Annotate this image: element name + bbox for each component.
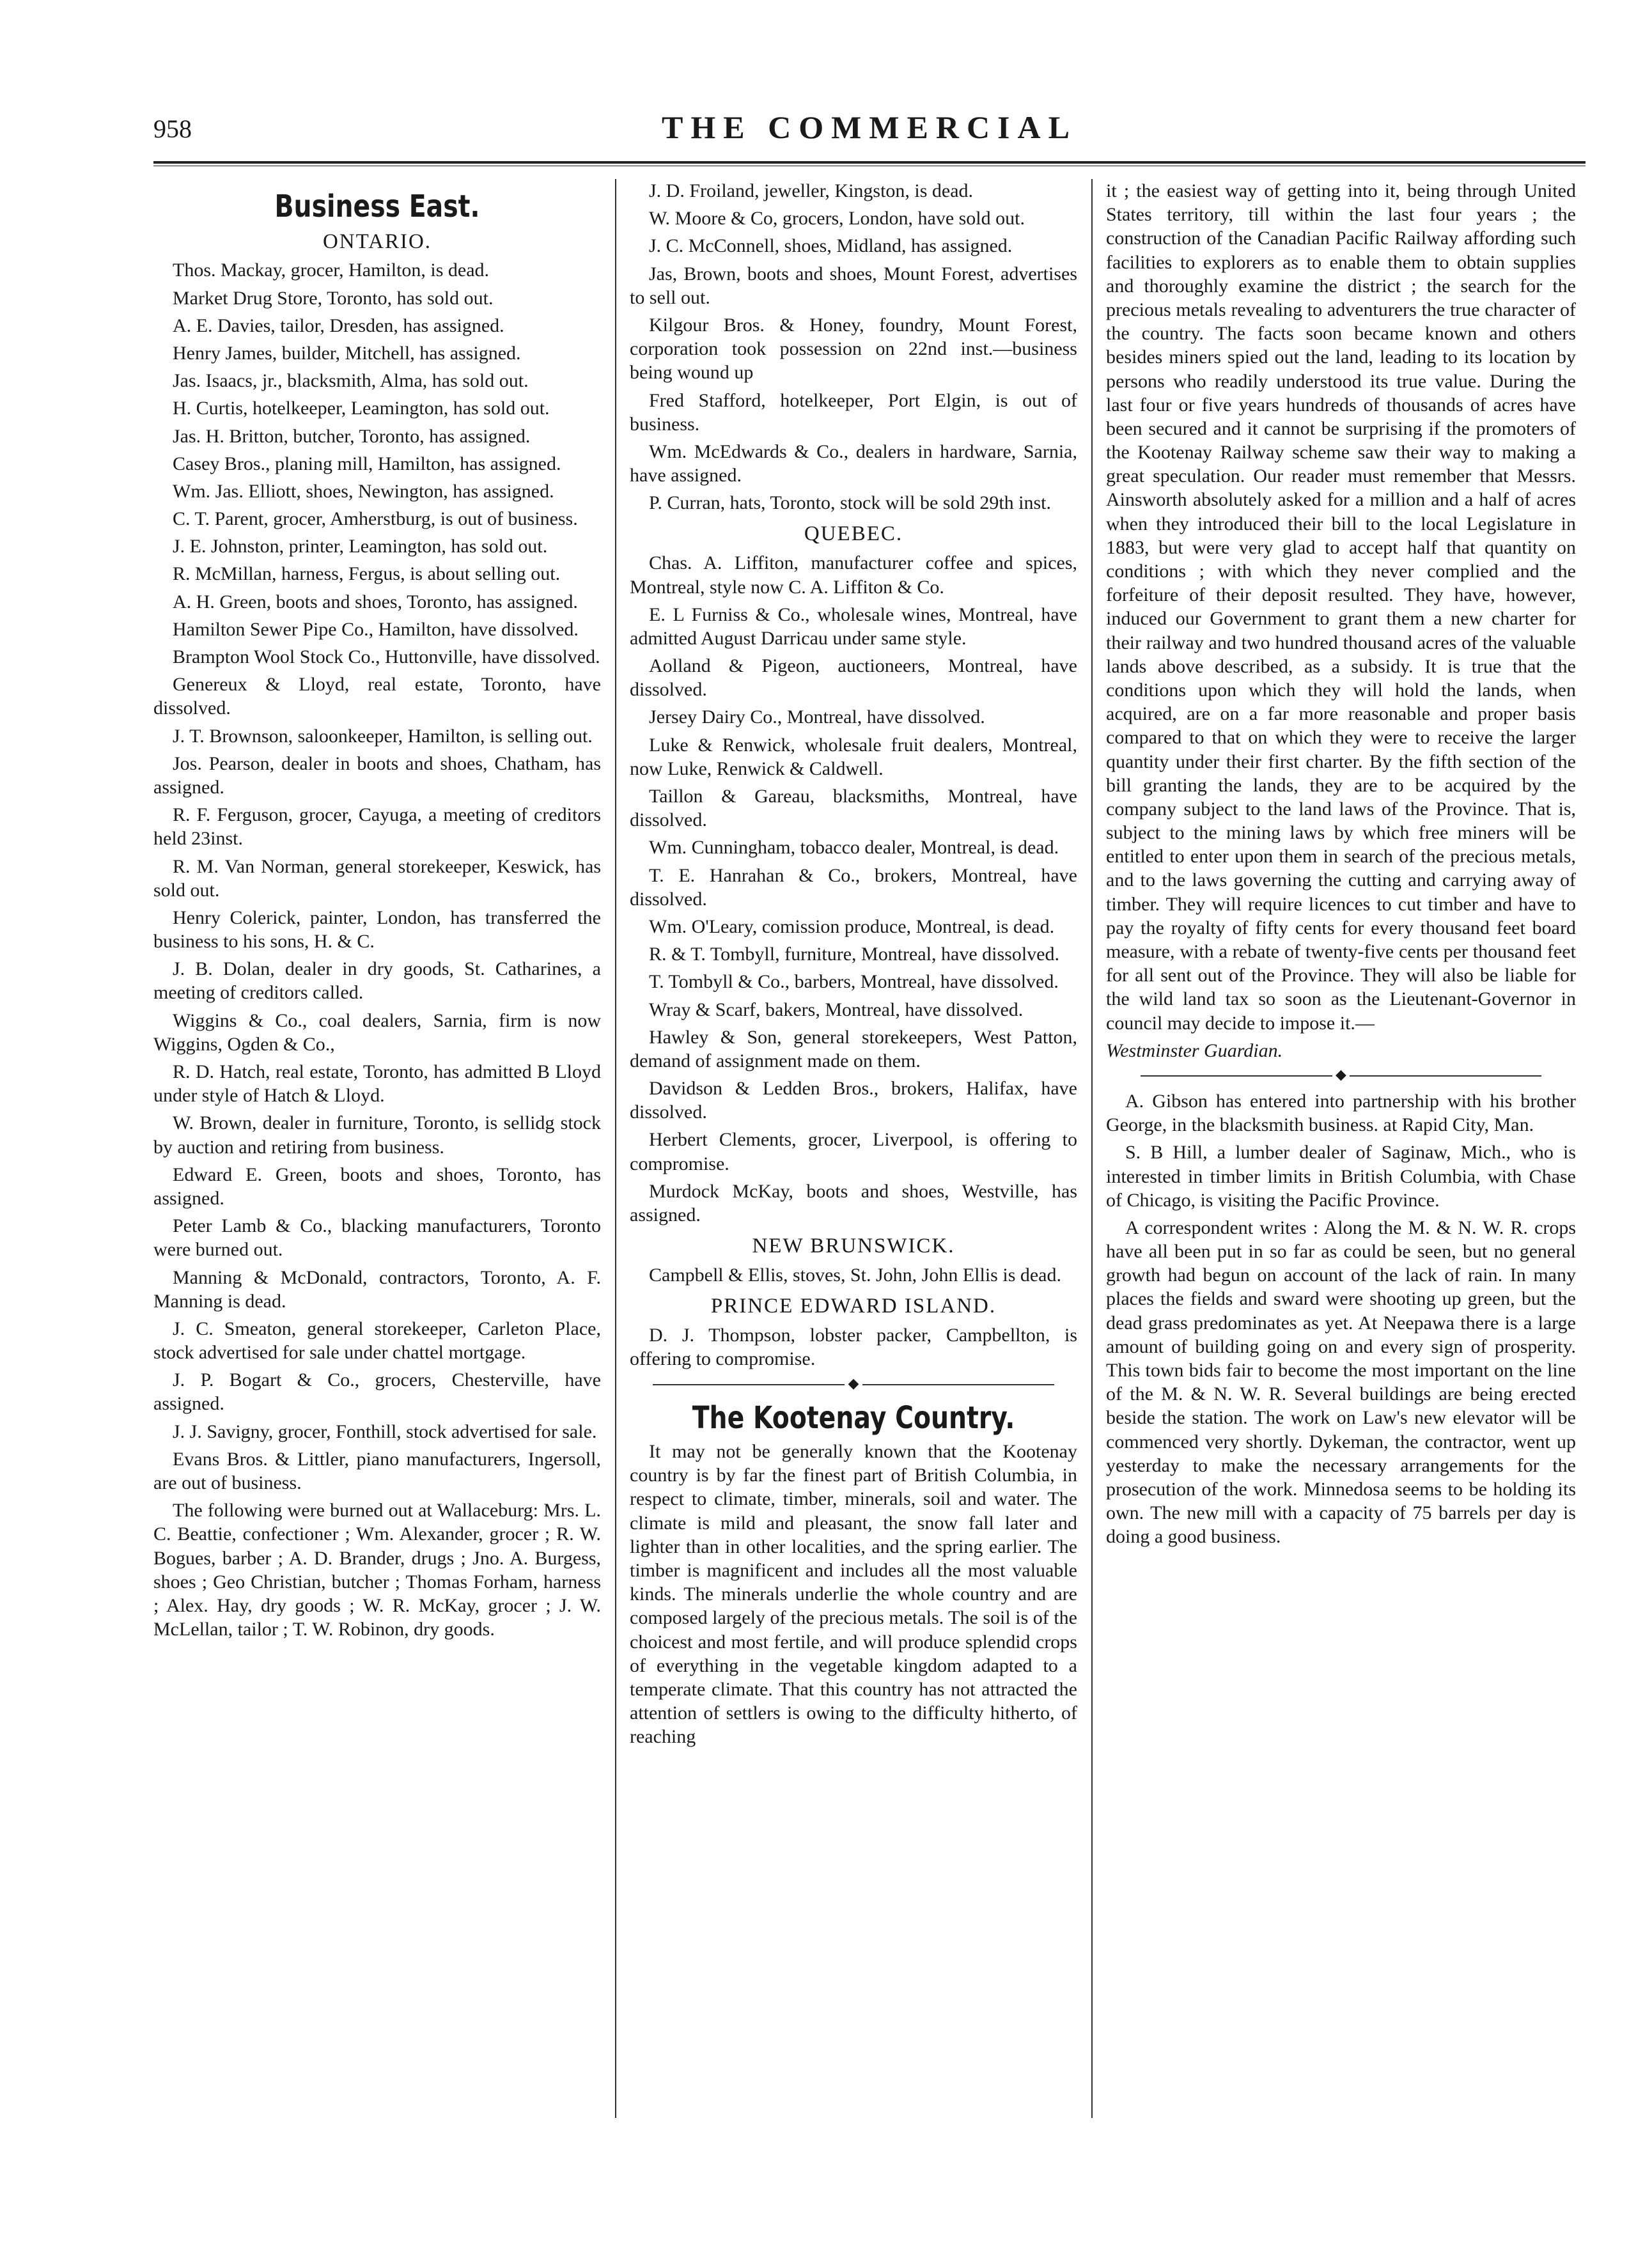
quebec-item: Luke & Renwick, wholesale fruit dealers, Montreal, now Luke, Renwick & Caldwell.: [630, 734, 1077, 779]
ontario-item: R. McMillan, harness, Fergus, is about selling out.: [173, 563, 561, 585]
ontario-item: Edward E. Green, boots and shoes, Toronto, has assigned.: [153, 1164, 601, 1209]
business-east-title: Business East.: [274, 189, 480, 224]
ontario-item: Wm. Jas. Elliott, shoes, Newington, has assigned.: [173, 480, 554, 502]
ontario-item: H. Curtis, hotelkeeper, Leamington, has sold out.: [173, 398, 550, 419]
kootenay-body-1: It may not be generally known that the Kootenay country is by far the finest part of British Columbia, in respect to climate, timber, minerals, soil and water. The climate is mild and pleasant, the snow fall later and lighter than in other localities, and the spring earlier. The timber is magnificent and includes all the most valuable kinds. The minerals underlie the whole country and are composed largely of the precious metals. The soil is of the choicest and most fertile, and will produce splendid crops of everything in the vegetable kingdom adapted to a temperate climate. That this country has not attracted the attention of settlers is owing to the difficulty hitherto, of reaching: [630, 1441, 1077, 1748]
ontario-item: J. D. Froiland, jeweller, Kingston, is dead.: [649, 180, 974, 201]
ontario-cont-list: [630, 179, 1077, 515]
quebec-item: Herbert Clements, grocer, Liverpool, is offering to compromise.: [630, 1129, 1077, 1174]
new-brunswick-item: Campbell & Ellis, stoves, St. John, John Ellis is dead.: [649, 1265, 1061, 1286]
ontario-item: R. M. Van Norman, general storekeeper, Keswick, has sold out.: [153, 855, 601, 901]
ontario-item: Jas, Brown, boots and shoes, Mount Forest, advertises to sell out.: [630, 263, 1077, 308]
ontario-item: Evans Bros. & Littler, piano manufacturers, Ingersoll, are out of business.: [153, 1448, 601, 1494]
section-separator: ◆: [630, 1376, 1077, 1390]
column-2: [630, 179, 1077, 2163]
quebec-item: Wray & Scarf, bakers, Montreal, have dissolved.: [649, 999, 1024, 1020]
page-header: [153, 109, 1586, 150]
quebec-item: Taillon & Gareau, blacksmiths, Montreal, have dissolved.: [630, 786, 1077, 831]
ontario-item: C. T. Parent, grocer, Amherstburg, is out of business.: [173, 508, 578, 530]
section-separator: ◆: [1106, 1068, 1576, 1082]
quebec-item: Hawley & Son, general storekeepers, West Patton, demand of assignment made on them.: [630, 1026, 1077, 1071]
ontario-item: J. E. Johnston, printer, Leamington, has sold out.: [173, 536, 548, 557]
quebec-item: Murdock McKay, boots and shoes, Westville, has assigned.: [630, 1180, 1077, 1226]
page-number: 958: [153, 114, 192, 143]
ontario-item: J. C. Smeaton, general storekeeper, Carleton Place, stock advertised for sale under chattel mortgage.: [153, 1318, 601, 1364]
column-divider: [615, 179, 616, 2118]
quebec-item: Jersey Dairy Co., Montreal, have dissolved.: [649, 706, 985, 728]
header-rule: [153, 161, 1586, 166]
ontario-item: Market Drug Store, Toronto, has sold out.: [173, 287, 494, 309]
kootenay-source: Westminster Guardian.: [1106, 1039, 1283, 1061]
column-divider: [1091, 179, 1093, 2118]
ontario-item: J. B. Dolan, dealer in dry goods, St. Catharines, a meeting of creditors called.: [153, 958, 601, 1004]
ontario-item: The following were burned out at Wallaceburg: Mrs. L. C. Beattie, confectioner ; Wm. Alexander, grocer ; R. W. Bogues, barber ; A. D. Brander, drugs ; Jno. A. Burgess, shoes ; Geo Christian, butcher ; Thomas Forham, harness ; Alex. Hay, dry goods ; W. R. McKay, grocer ; J. W. McLellan, tailor ; T. W. Robinon, dry goods.: [153, 1500, 601, 1640]
news-note: A correspondent writes : Along the M. & N. W. R. crops have all been put in so far as could be seen, but no general growth had begun on account of the lack of rain. In many places the fields and sward were shooting up green, but the dead grass predominates as yet. At Neepawa there is a large amount of building going on and every sign of prosperity. This town bids fair to become the most important on the line of the M. & N. W. R. Several buildings are being erected beside the station. The work on Law's new elevator will be commenced very shortly. Dykeman, the contractor, went up yesterday to make the necessary arrangements for the prosecution of the work. Minnedosa seems to be holding its own. The new mill with a capacity of 75 barrels per day is doing a good business.: [1106, 1217, 1576, 1548]
ontario-item: Wiggins & Co., coal dealers, Sarnia, firm is now Wiggins, Ogden & Co.,: [153, 1009, 601, 1055]
ontario-item: Wm. McEdwards & Co., dealers in hardware, Sarnia, have assigned.: [630, 440, 1077, 486]
ontario-item: Hamilton Sewer Pipe Co., Hamilton, have dissolved.: [173, 618, 579, 640]
ontario-item: J. P. Bogart & Co., grocers, Chesterville, have assigned.: [153, 1369, 601, 1415]
ontario-item: Peter Lamb & Co., blacking manufacturers, Toronto were burned out.: [153, 1215, 601, 1261]
quebec-heading: QUEBEC.: [804, 522, 903, 546]
ontario-item: W. Brown, dealer in furniture, Toronto, is sellidg stock by auction and retiring from business.: [153, 1112, 601, 1158]
quebec-item: Aolland & Pigeon, auctioneers, Montreal, have dissolved.: [630, 655, 1077, 701]
ontario-list: [153, 258, 601, 1641]
ontario-item: Kilgour Bros. & Honey, foundry, Mount Forest, corporation took possession on 22nd inst.—business being wound up: [630, 314, 1077, 384]
pei-heading: PRINCE EDWARD ISLAND.: [710, 1295, 997, 1318]
ontario-heading: ONTARIO.: [322, 230, 432, 253]
news-note: A. Gibson has entered into partnership with his brother George, in the blacksmith business. at Rapid City, Man.: [1106, 1090, 1576, 1136]
notes-list: [1106, 1089, 1576, 1549]
ontario-item: Manning & McDonald, contractors, Toronto, A. F. Manning is dead.: [153, 1266, 601, 1312]
pei-list: [630, 1323, 1077, 1371]
ontario-item: A. E. Davies, tailor, Dresden, has assigned.: [173, 315, 504, 336]
quebec-item: E. L Furniss & Co., wholesale wines, Montreal, have admitted August Darricau under same style.: [630, 603, 1077, 649]
quebec-list: [630, 551, 1077, 1227]
new-brunswick-heading: NEW BRUNSWICK.: [752, 1234, 955, 1258]
ontario-item: J. C. McConnell, shoes, Midland, has assigned.: [649, 235, 1013, 257]
news-note: S. B Hill, a lumber dealer of Saginaw, Mich., who is interested in timber limits in British Columbia, with Chase of Chicago, is visiting the Pacific Province.: [1106, 1142, 1576, 1211]
quebec-item: Chas. A. Liffiton, manufacturer coffee and spices, Montreal, style now C. A. Liffiton & Co.: [630, 552, 1077, 598]
ontario-item: Jos. Pearson, dealer in boots and shoes, Chatham, has assigned.: [153, 752, 601, 798]
new-brunswick-list: [630, 1263, 1077, 1287]
ontario-item: J. J. Savigny, grocer, Fonthill, stock advertised for sale.: [173, 1420, 597, 1442]
column-1: [153, 179, 601, 2163]
ontario-item: Casey Bros., planing mill, Hamilton, has assigned.: [173, 453, 561, 474]
kootenay-body-2: it ; the easiest way of getting into it, being through United States territory, till within the last four years ; the construction of the Canadian Pacific Railway affording such facilities to explorers as to enable them to obtain supplies and thoroughly examine the district ; the search for the precious metals revealing to adventurers the true character of the country. The facts soon became known and others besides miners spied out the land, leading to its location by persons who readily understood its true value. During the last four or five years hundreds of thousands of acres have been secured and it cannot be surprising if the promoters of the Kootenay Railway scheme saw their way to making a great speculation. Our reader must remember that Messrs. Ainsworth absolutely asked for a million and a half of acres when they introduced their bill to the local Legislature in 1883, but were very glad to accept half that quantity on conditions ; with which they never complied and the forfeiture of their deposit resulted. They have, however, induced our Government to grant them a new charter for their railway and two hundred thousand acres of the valuable lands above described, as a subsidy. It is true that the conditions upon which they will hold the lands, when acquired, are on a far more reasonable and proper basis compared to that on which they were to receive the larger quantity under their first charter. By the fifth section of the bill granting the lands, they are to be acquired by the company subject to the land laws of the Province. That is, subject to the mining laws by which free miners will be entitled to enter upon them in search of the precious metals, and to the laws governing the cutting and carrying away of timber. They will require licences to cut timber and have to pay the royalty of fifty cents for every thousand feet board measure, with a rebate of twenty-five cents per thousand feet for all sent out of the Province. They will also be liable for the wild land tax so soon as the Lieutenant-Governor in council may decide to impose it.—: [1106, 180, 1576, 1034]
pei-item: D. J. Thompson, lobster packer, Campbellton, is offering to compromise.: [630, 1325, 1077, 1370]
ontario-item: Jas. H. Britton, butcher, Toronto, has assigned.: [173, 425, 531, 447]
ontario-item: R. D. Hatch, real estate, Toronto, has admitted B Lloyd under style of Hatch & Lloyd.: [153, 1061, 601, 1107]
column-3: [1106, 179, 1576, 2163]
kootenay-title: The Kootenay Country.: [692, 1399, 1015, 1436]
ontario-item: Brampton Wool Stock Co., Huttonville, have dissolved.: [173, 646, 600, 668]
quebec-item: T. E. Hanrahan & Co., brokers, Montreal, have dissolved.: [630, 864, 1077, 910]
quebec-item: Davidson & Ledden Bros., brokers, Halifax, have dissolved.: [630, 1078, 1077, 1123]
ontario-item: J. T. Brownson, saloonkeeper, Hamilton, is selling out.: [173, 725, 593, 747]
quebec-item: Wm. Cunningham, tobacco dealer, Montreal, is dead.: [649, 837, 1059, 859]
ontario-item: Thos. Mackay, grocer, Hamilton, is dead.: [173, 260, 490, 281]
ontario-item: W. Moore & Co, grocers, London, have sold out.: [649, 208, 1025, 230]
ontario-item: A. H. Green, boots and shoes, Toronto, has assigned.: [173, 591, 578, 612]
ontario-item: P. Curran, hats, Toronto, stock will be sold 29th inst.: [649, 492, 1052, 514]
quebec-item: Wm. O'Leary, comission produce, Montreal, is dead.: [649, 915, 1055, 937]
quebec-item: R. & T. Tombyll, furniture, Montreal, have dissolved.: [649, 944, 1059, 965]
ontario-item: Henry Colerick, painter, London, has transferred the business to his sons, H. & C.: [153, 907, 601, 953]
quebec-item: T. Tombyll & Co., barbers, Montreal, have dissolved.: [649, 971, 1059, 993]
ontario-item: Genereux & Lloyd, real estate, Toronto, have dissolved.: [153, 674, 601, 719]
ontario-item: Fred Stafford, hotelkeeper, Port Elgin, is out of business.: [630, 389, 1077, 435]
masthead: THE COMMERCIAL: [662, 109, 1077, 145]
ontario-item: Jas. Isaacs, jr., blacksmith, Alma, has sold out.: [173, 370, 529, 392]
ontario-item: R. F. Ferguson, grocer, Cayuga, a meeting of creditors held 23inst.: [153, 804, 601, 850]
ontario-item: Henry James, builder, Mitchell, has assigned.: [173, 342, 521, 364]
